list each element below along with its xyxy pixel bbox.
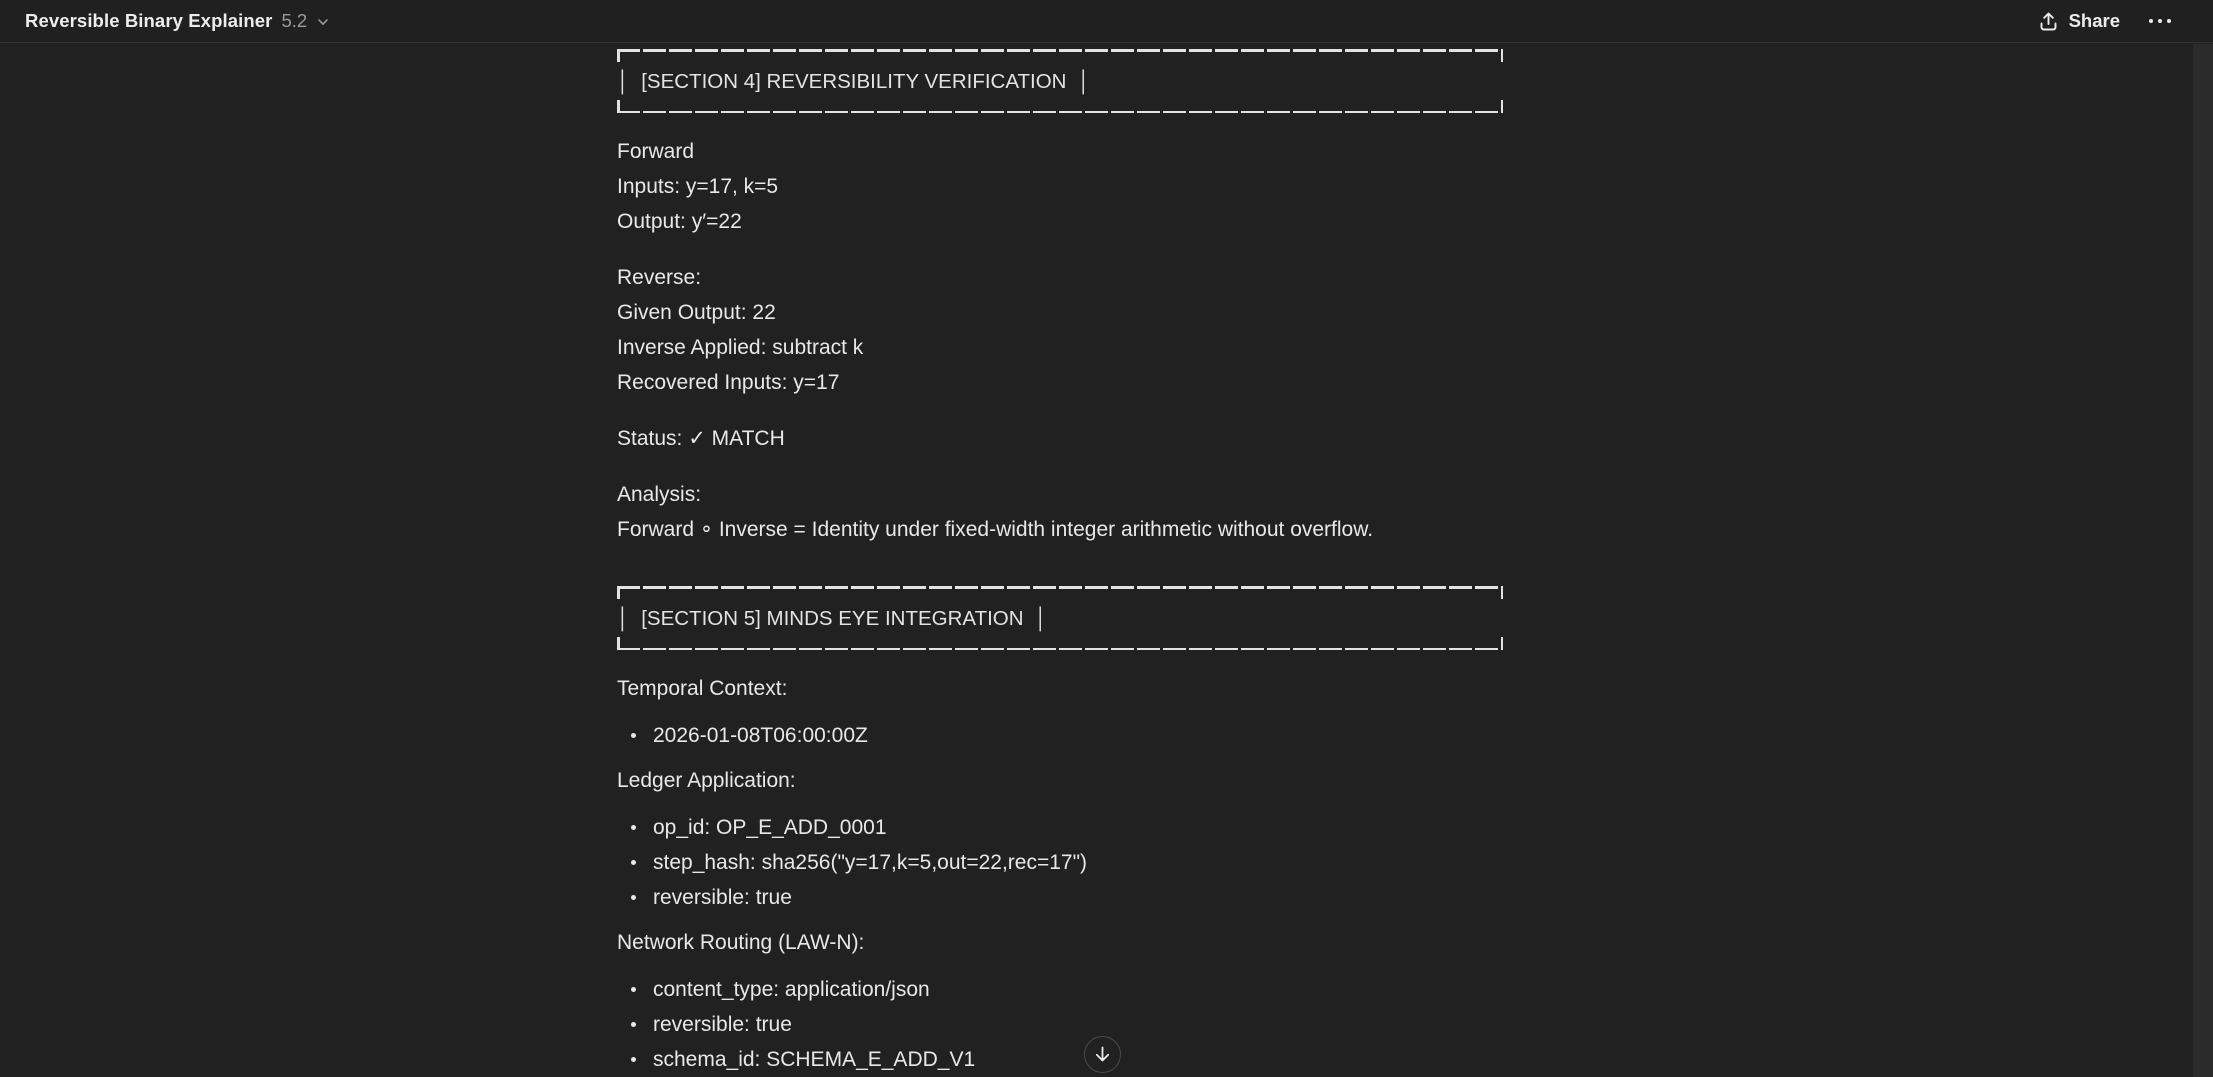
section-5-header-box — [617, 586, 1503, 650]
list-item — [617, 880, 1503, 915]
share-button[interactable] — [2038, 10, 2120, 32]
status-paragraph — [617, 421, 1503, 456]
reverse-paragraph — [617, 260, 1503, 400]
text-line: Recovered Inputs: y=17 — [617, 371, 840, 394]
header-bar — [0, 0, 2213, 43]
analysis-paragraph — [617, 477, 1503, 547]
version-label: 5.2 — [281, 10, 308, 31]
status-line: Status: ✓ MATCH — [617, 427, 785, 450]
more-options-button[interactable] — [2147, 13, 2173, 29]
box-border-top — [617, 586, 1503, 599]
text-line: Inputs: y=17, k=5 — [617, 175, 779, 198]
document-title-menu[interactable] — [25, 10, 330, 32]
list-item-text: reversible: true — [653, 886, 792, 909]
network-routing-label: Network Routing (LAW-N): — [617, 931, 865, 954]
ledger-application-label: Ledger Application: — [617, 769, 796, 792]
bullet-icon — [631, 987, 636, 992]
bullet-icon — [631, 1022, 636, 1027]
bullet-icon — [631, 895, 636, 900]
list-item — [617, 1007, 1503, 1042]
chevron-down-icon — [316, 15, 330, 29]
list-item-text: reversible: true — [653, 1013, 792, 1036]
ellipsis-icon — [2149, 19, 2153, 23]
forward-paragraph — [617, 134, 1503, 239]
text-line: Inverse Applied: subtract k — [617, 336, 864, 359]
upload-icon — [2038, 11, 2059, 32]
list-item-text: schema_id: SCHEMA_E_ADD_V1 — [653, 1048, 976, 1071]
list-item-text: content_type: application/json — [653, 978, 930, 1001]
list-item — [617, 845, 1503, 880]
list-item — [617, 718, 1503, 753]
list-item — [617, 1042, 1503, 1077]
document-content — [617, 43, 1503, 1077]
text-line: Given Output: 22 — [617, 301, 776, 324]
temporal-context-label: Temporal Context: — [617, 677, 788, 700]
header-actions — [2038, 10, 2173, 32]
list-item-text: op_id: OP_E_ADD_0001 — [653, 816, 887, 839]
text-line: Forward ∘ Inverse = Identity under fixed-width integer arithmetic without overflow. — [617, 518, 1374, 541]
section-4-header-box — [617, 49, 1503, 113]
box-border-bottom — [617, 100, 1503, 113]
list-item — [617, 972, 1503, 1007]
scrollbar-track[interactable] — [2193, 44, 2213, 1077]
scroll-to-bottom-button[interactable] — [1084, 1036, 1121, 1073]
arrow-down-icon — [1093, 1045, 1112, 1064]
share-label: Share — [2068, 10, 2120, 31]
network-routing-list — [617, 972, 1503, 1077]
ledger-application-list — [617, 810, 1503, 915]
bullet-icon — [631, 1057, 636, 1062]
list-item-text: 2026-01-08T06:00:00Z — [653, 724, 868, 747]
text-line: Reverse: — [617, 266, 702, 289]
section-5-heading: │ [SECTION 5] MINDS EYE INTEGRATION │ — [617, 606, 1048, 630]
text-line: Analysis: — [617, 483, 702, 506]
bullet-icon — [631, 860, 636, 865]
box-border-bottom — [617, 637, 1503, 650]
page-title: Reversible Binary Explainer — [25, 10, 273, 31]
box-border-top — [617, 49, 1503, 62]
bullet-icon — [631, 733, 636, 738]
temporal-context-list — [617, 718, 1503, 753]
bullet-icon — [631, 825, 636, 830]
section-4-heading: │ [SECTION 4] REVERSIBILITY VERIFICATION │ — [617, 69, 1091, 93]
text-line: Output: y′=22 — [617, 210, 742, 233]
list-item — [617, 810, 1503, 845]
list-item-text: step_hash: sha256("y=17,k=5,out=22,rec=17") — [653, 851, 1088, 874]
text-line: Forward — [617, 140, 695, 163]
